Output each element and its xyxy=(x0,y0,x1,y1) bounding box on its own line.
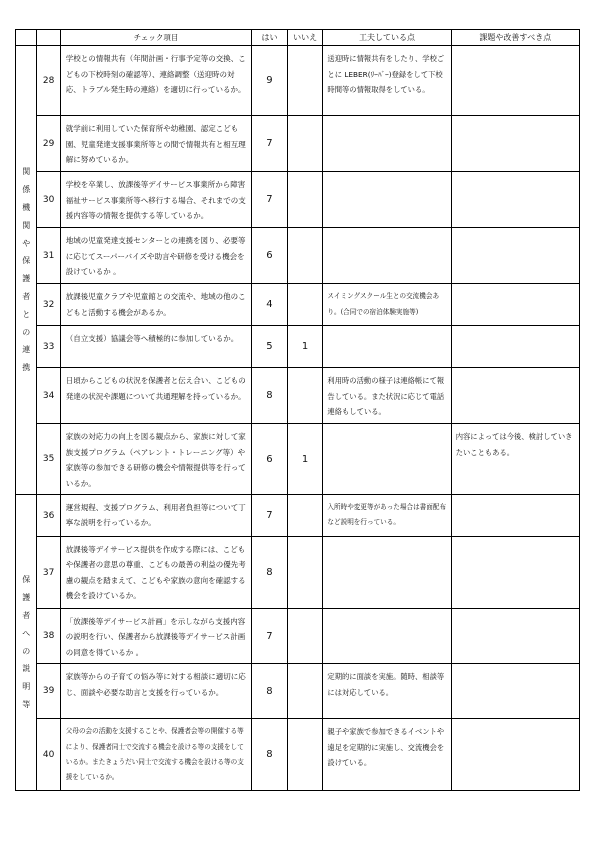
header-improvement: 課題や改善すべき点 xyxy=(451,30,579,46)
table-row xyxy=(16,172,580,228)
row-number: 40 xyxy=(37,719,60,791)
yes-count: 8 xyxy=(252,664,288,719)
yes-count: 8 xyxy=(252,719,288,791)
header-ingenuity: 工夫している点 xyxy=(323,30,451,46)
row-number: 28 xyxy=(37,46,60,116)
category-label: 保護者への説明等 xyxy=(22,575,31,710)
check-item-text: （自立支援）協議会等へ積極的に参加しているか。 xyxy=(60,326,251,368)
table-row xyxy=(16,228,580,284)
check-item-text: 運営規程、支援プログラム、利用者負担等について丁寧な説明を行っているか。 xyxy=(60,495,251,537)
check-item-text: 学校との情報共有（年間計画・行事予定等の交換、こどもの下校時刻の確認等）、連絡調整（送迎時の対応、トラブル発生時の連絡）を適切に行っているか。 xyxy=(60,46,251,116)
table-row xyxy=(16,609,580,664)
header-yes: はい xyxy=(252,30,288,46)
improvement-text xyxy=(451,116,579,172)
improvement-text xyxy=(451,228,579,284)
table-row xyxy=(16,326,580,368)
no-count xyxy=(287,719,323,791)
improvement-text xyxy=(451,368,579,424)
yes-count: 4 xyxy=(252,284,288,326)
row-number: 34 xyxy=(37,368,60,424)
table-row xyxy=(16,116,580,172)
improvement-text xyxy=(451,172,579,228)
yes-count: 8 xyxy=(252,537,288,609)
yes-count: 6 xyxy=(252,424,288,495)
table-row xyxy=(16,284,580,326)
table-row xyxy=(16,368,580,424)
no-count: 1 xyxy=(287,326,323,368)
check-item-text: 日頃からこどもの状況を保護者と伝え合い、こどもの発達の状況や課題について共通理解を持っているか。 xyxy=(60,368,251,424)
row-number: 38 xyxy=(37,609,60,664)
header-no: いいえ xyxy=(287,30,323,46)
ingenuity-text xyxy=(323,228,451,284)
row-number: 36 xyxy=(37,495,60,537)
ingenuity-text: 利用時の活動の様子は連絡帳にて報告している。また状況に応じて電話連絡もしている。 xyxy=(323,368,451,424)
improvement-text xyxy=(451,284,579,326)
improvement-text xyxy=(451,719,579,791)
improvement-text xyxy=(451,46,579,116)
ingenuity-text xyxy=(323,116,451,172)
no-count xyxy=(287,46,323,116)
ingenuity-text xyxy=(323,537,451,609)
no-count xyxy=(287,284,323,326)
no-count: 1 xyxy=(287,424,323,495)
no-count xyxy=(287,609,323,664)
check-item-text: 放課後児童クラブや児童館との交流や、地域の他のこどもと活動する機会があるか。 xyxy=(60,284,251,326)
no-count xyxy=(287,495,323,537)
no-count xyxy=(287,368,323,424)
no-count xyxy=(287,228,323,284)
yes-count: 7 xyxy=(252,609,288,664)
yes-count: 7 xyxy=(252,495,288,537)
row-number: 31 xyxy=(37,228,60,284)
improvement-text xyxy=(451,537,579,609)
yes-count: 5 xyxy=(252,326,288,368)
check-item-text: 家族等からの子育ての悩み等に対する相談に適切に応じ、面談や必要な助言と支援を行っているか。 xyxy=(60,664,251,719)
row-number: 35 xyxy=(37,424,60,495)
ingenuity-text: スイミングスクール生との交流機会あり。(合同での宿泊体験実施等) xyxy=(323,284,451,326)
category-label: 関係機関や保護者との連携 xyxy=(22,167,31,373)
check-item-text: 父母の会の活動を支援することや、保護者会等の開催する等により、保護者同士で交流する機会を設ける等の支援をしているか。またきょうだい同士で交流する機会を設ける等の支援をしているか。 xyxy=(60,719,251,791)
row-number: 29 xyxy=(37,116,60,172)
improvement-text xyxy=(451,609,579,664)
category-cell xyxy=(16,46,37,495)
header-check-item: チェック項目 xyxy=(60,30,251,46)
table-row xyxy=(16,424,580,495)
header-blank-category xyxy=(16,30,37,46)
table-row xyxy=(16,46,580,116)
row-number: 30 xyxy=(37,172,60,228)
no-count xyxy=(287,664,323,719)
no-count xyxy=(287,537,323,609)
yes-count: 9 xyxy=(252,46,288,116)
row-number: 37 xyxy=(37,537,60,609)
no-count xyxy=(287,172,323,228)
yes-count: 7 xyxy=(252,172,288,228)
check-item-text: 「放課後等デイサービス計画」を示しながら支援内容の説明を行い、保護者から放課後等デイサービス計画の同意を得ているか 。 xyxy=(60,609,251,664)
ingenuity-text: 入所時や変更等があった場合は書面配布など説明を行っている。 xyxy=(323,495,451,537)
ingenuity-text xyxy=(323,326,451,368)
ingenuity-text xyxy=(323,172,451,228)
improvement-text xyxy=(451,664,579,719)
ingenuity-text xyxy=(323,424,451,495)
check-item-text: 学校を卒業し、放課後等デイサービス事業所から障害福祉サービス事業所等へ移行する場合、それまでの支援内容等の情報を提供する等しているか。 xyxy=(60,172,251,228)
ingenuity-text: 親子や家族で参加できるイベントや遠足を定期的に実施し、交流機会を設けている。 xyxy=(323,719,451,791)
improvement-text xyxy=(451,326,579,368)
checklist-table xyxy=(15,29,580,791)
category-cell xyxy=(16,495,37,791)
table-row xyxy=(16,719,580,791)
table-row xyxy=(16,664,580,719)
improvement-text xyxy=(451,495,579,537)
yes-count: 6 xyxy=(252,228,288,284)
row-number: 32 xyxy=(37,284,60,326)
header-row xyxy=(16,30,580,46)
table-row xyxy=(16,537,580,609)
check-item-text: 就学前に利用していた保育所や幼稚園、認定こども園、児童発達支援事業所等との間で情報共有と相互理解に努めているか。 xyxy=(60,116,251,172)
row-number: 39 xyxy=(37,664,60,719)
table-row xyxy=(16,495,580,537)
check-item-text: 放課後等デイサービス提供を作成する際には、こどもや保護者の意思の尊重、こどもの最善の利益の優先考慮の観点を踏まえて、こどもや家族の意向を確認する機会を設けているか。 xyxy=(60,537,251,609)
check-item-text: 地域の児童発達支援センターとの連携を図り、必要等に応じてスーパーバイズや助言や研修を受ける機会を設けているか 。 xyxy=(60,228,251,284)
ingenuity-text: 送迎時に情報共有をしたり、学校ごとに LEBER(ﾘｰﾊﾞｰ)登録をして下校時間等の情報取得をしている。 xyxy=(323,46,451,116)
check-item-text: 家族の対応力の向上を図る観点から、家族に対して家族支援プログラム（ペアレント・トレーニング等）や家族等の参加できる研修の機会や情報提供等を行っているか。 xyxy=(60,424,251,495)
yes-count: 8 xyxy=(252,368,288,424)
ingenuity-text xyxy=(323,609,451,664)
yes-count: 7 xyxy=(252,116,288,172)
improvement-text: 内容によっては今後、検討していきたいこともある。 xyxy=(451,424,579,495)
no-count xyxy=(287,116,323,172)
header-blank-number xyxy=(37,30,60,46)
row-number: 33 xyxy=(37,326,60,368)
ingenuity-text: 定期的に面談を実施。随時、相談等には対応している。 xyxy=(323,664,451,719)
